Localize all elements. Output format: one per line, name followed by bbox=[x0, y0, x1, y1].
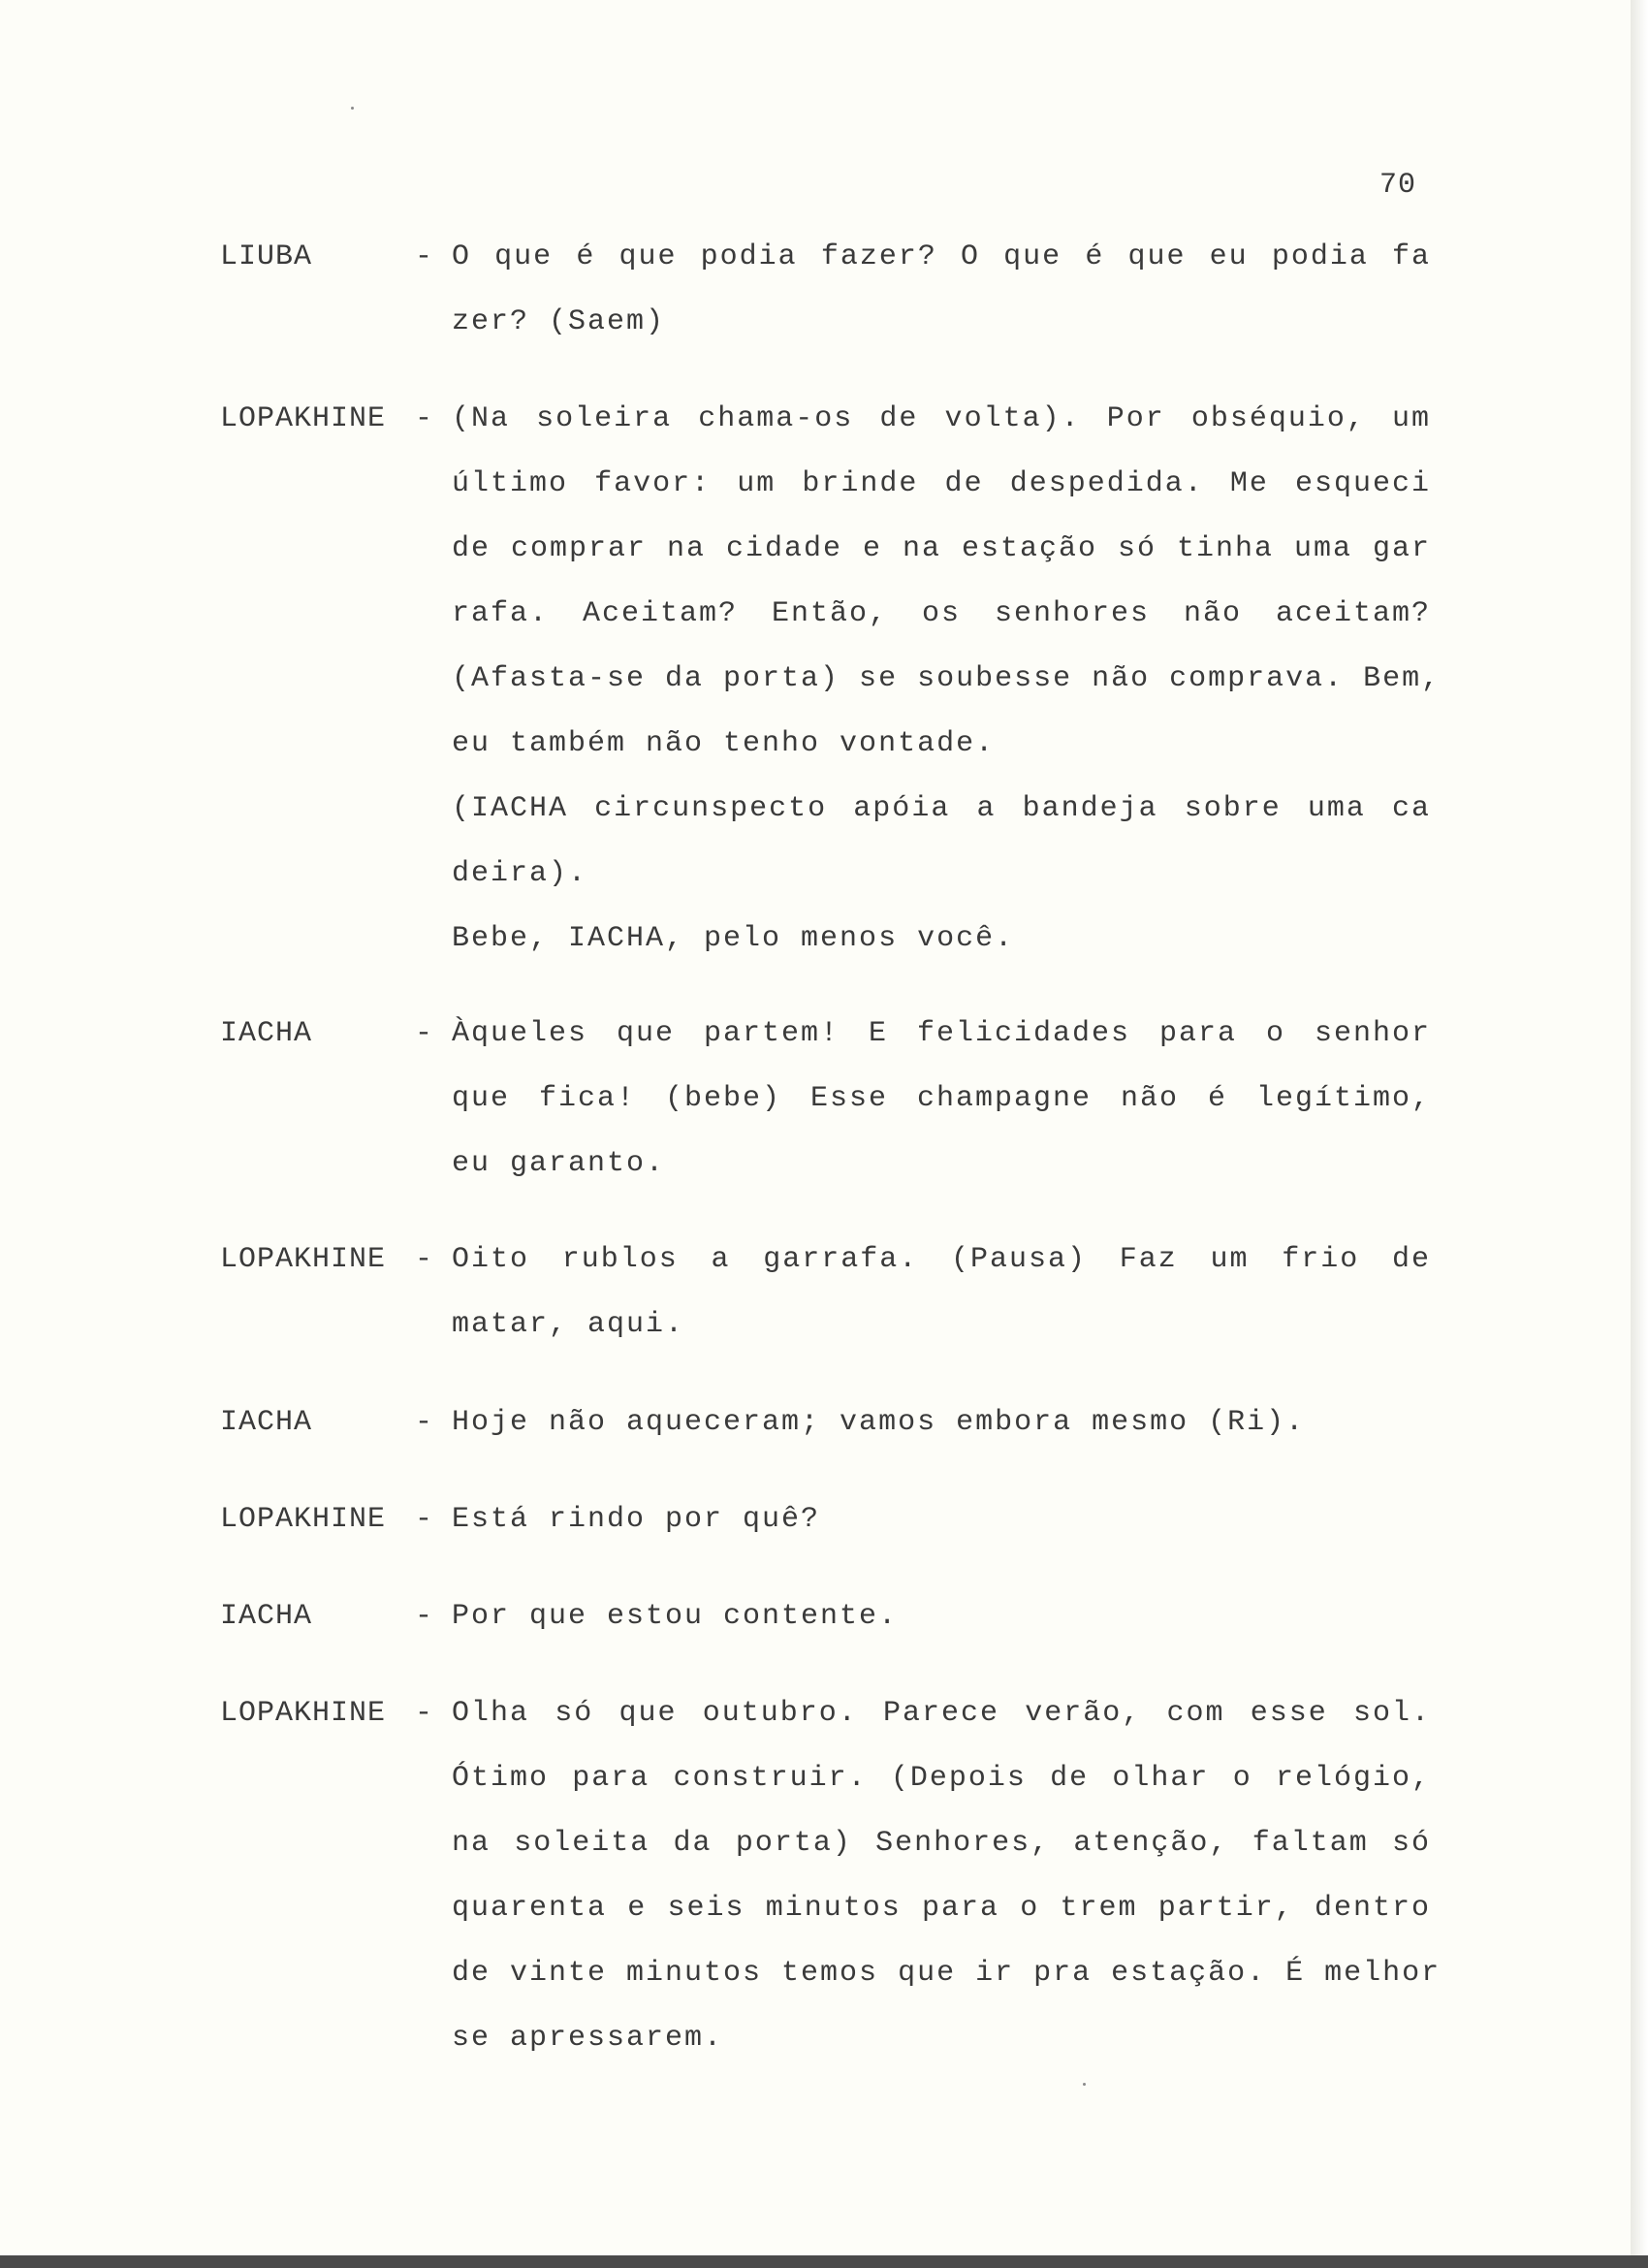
dialogue-line: O que é que podia fazer? O que é que eu podia fa bbox=[452, 240, 1431, 273]
dialogue-line: que fica! (bebe) Esse champagne não é legítimo, bbox=[452, 1082, 1431, 1115]
speaker-name: LIUBA bbox=[220, 240, 313, 273]
speaker-dash: - bbox=[415, 1406, 433, 1439]
dialogue-line: deira). bbox=[452, 857, 588, 890]
speaker-dash: - bbox=[415, 1017, 433, 1050]
dialogue-line: último favor: um brinde de despedida. Me esqueci bbox=[452, 467, 1431, 500]
scan-border-bottom bbox=[0, 2255, 1648, 2268]
dialogue-line: Oito rublos a garrafa. (Pausa) Faz um frio de bbox=[452, 1243, 1431, 1276]
dialogue-line: eu garanto. bbox=[452, 1147, 666, 1180]
speaker-name: IACHA bbox=[220, 1017, 313, 1050]
speaker-dash: - bbox=[415, 1503, 433, 1536]
dialogue-line: Àqueles que partem! E felicidades para o senhor bbox=[452, 1017, 1431, 1050]
speaker-name: IACHA bbox=[220, 1600, 313, 1633]
dialogue-line: de vinte minutos temos que ir pra estação. É melhor bbox=[452, 1957, 1442, 1990]
speaker-name: LOPAKHINE bbox=[220, 402, 387, 435]
dialogue-line: matar, aqui. bbox=[452, 1308, 685, 1341]
speaker-dash: - bbox=[415, 1600, 433, 1633]
speaker-name: IACHA bbox=[220, 1406, 313, 1439]
speaker-dash: - bbox=[415, 402, 433, 435]
page-number: 70 bbox=[1379, 169, 1417, 202]
dialogue-line: Por que estou contente. bbox=[452, 1600, 899, 1633]
dialogue-line: eu também não tenho vontade. bbox=[452, 727, 996, 760]
dialogue-line: (IACHA circunspecto apóia a bandeja sobre uma ca bbox=[452, 792, 1431, 825]
dialogue-line: (Afasta-se da porta) se soubesse não comprava. Bem, bbox=[452, 662, 1442, 695]
dialogue-line: Bebe, IACHA, pelo menos você. bbox=[452, 922, 1015, 955]
dialogue-line: quarenta e seis minutos para o trem partir, dentro bbox=[452, 1892, 1431, 1925]
dialogue-line: Está rindo por quê? bbox=[452, 1503, 821, 1536]
paper-speck bbox=[351, 107, 354, 110]
paper-speck bbox=[1083, 2083, 1086, 2086]
dialogue-line: Ótimo para construir. (Depois de olhar o relógio, bbox=[452, 1762, 1431, 1795]
dialogue-line: na soleita da porta) Senhores, atenção, faltam só bbox=[452, 1827, 1431, 1860]
dialogue-line: rafa. Aceitam? Então, os senhores não aceitam? bbox=[452, 597, 1431, 630]
speaker-name: LOPAKHINE bbox=[220, 1503, 387, 1536]
dialogue-line: (Na soleira chama-os de volta). Por obséquio, um bbox=[452, 402, 1431, 435]
dialogue-line: Olha só que outubro. Parece verão, com esse sol. bbox=[452, 1697, 1431, 1730]
speaker-dash: - bbox=[415, 1243, 433, 1276]
speaker-name: LOPAKHINE bbox=[220, 1243, 387, 1276]
dialogue-line: Hoje não aqueceram; vamos embora mesmo (Ri). bbox=[452, 1406, 1306, 1439]
paper-edge-right bbox=[1631, 0, 1648, 2268]
speaker-dash: - bbox=[415, 240, 433, 273]
dialogue-line: se apressarem. bbox=[452, 2022, 724, 2055]
speaker-dash: - bbox=[415, 1697, 433, 1730]
dialogue-line: de comprar na cidade e na estação só tinha uma gar bbox=[452, 532, 1431, 565]
speaker-name: LOPAKHINE bbox=[220, 1697, 387, 1730]
dialogue-line: zer? (Saem) bbox=[452, 305, 666, 338]
